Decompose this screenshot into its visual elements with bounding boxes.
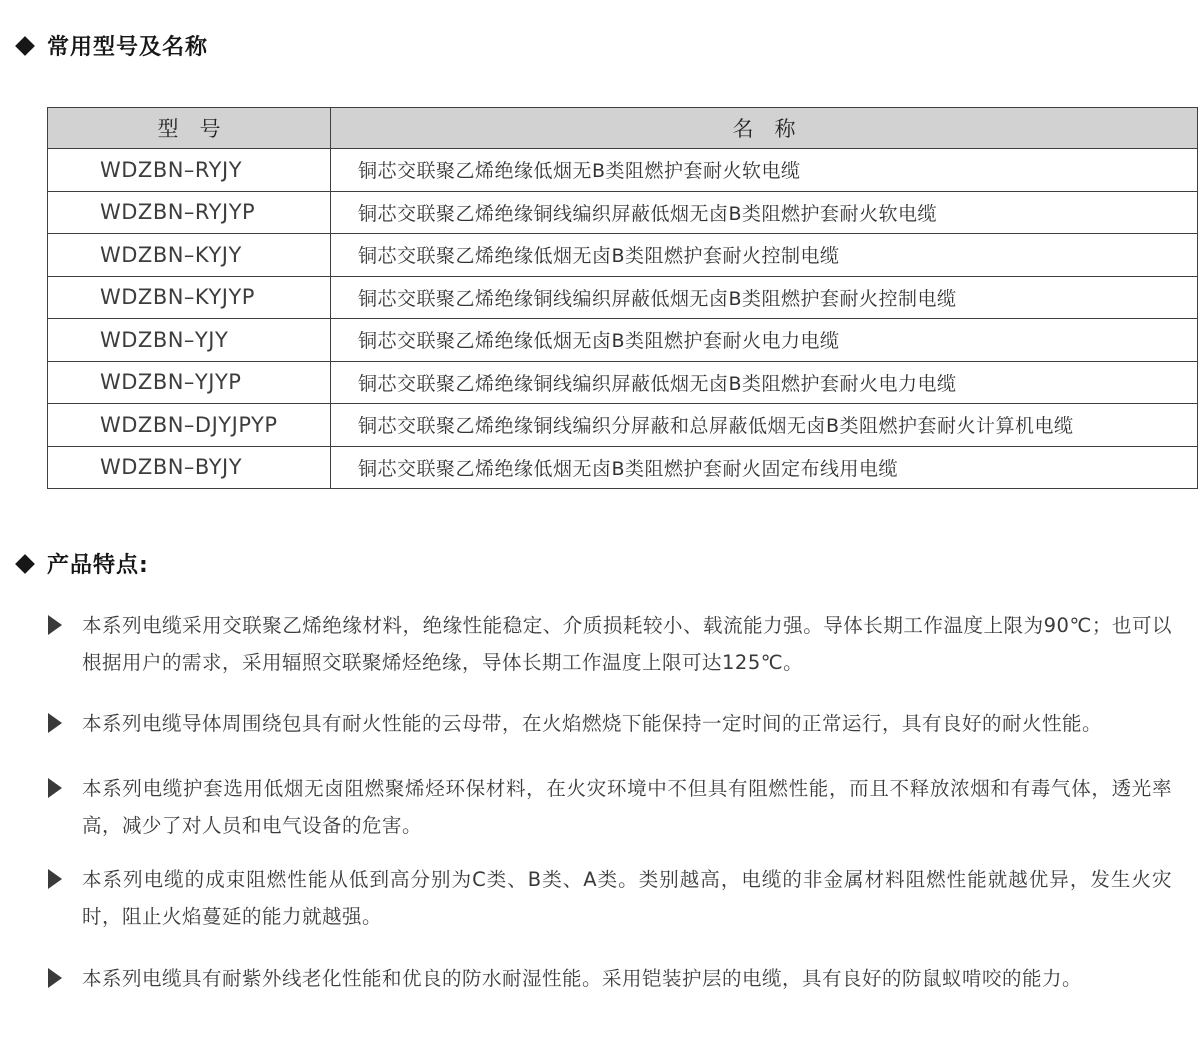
- triangle-right-icon: [48, 713, 62, 733]
- model-name-table: [47, 107, 1198, 489]
- model-cell: WDZBN–BYJY: [48, 446, 331, 489]
- table-row: [48, 276, 1198, 319]
- table-row: [48, 149, 1198, 192]
- name-cell: 铜芯交联聚乙烯绝缘铜线编织分屏蔽和总屏蔽低烟无卤B类阻燃护套耐火计算机电缆: [331, 404, 1198, 447]
- name-cell: 铜芯交联聚乙烯绝缘低烟无卤B类阻燃护套耐火固定布线用电缆: [331, 446, 1198, 489]
- column-header-model: 型 号: [48, 108, 331, 149]
- model-cell: WDZBN–KYJY: [48, 234, 331, 277]
- table-row: [48, 191, 1198, 234]
- model-cell: WDZBN–YJY: [48, 319, 331, 362]
- model-cell: WDZBN–RYJYP: [48, 191, 331, 234]
- column-header-name: 名 称: [331, 108, 1198, 149]
- name-cell: 铜芯交联聚乙烯绝缘低烟无卤B类阻燃护套耐火控制电缆: [331, 234, 1198, 277]
- section-title: 产品特点:: [47, 553, 149, 578]
- name-cell: 铜芯交联聚乙烯绝缘低烟无卤B类阻燃护套耐火电力电缆: [331, 319, 1198, 362]
- triangle-right-icon: [48, 869, 62, 889]
- section-heading-features: [18, 548, 149, 579]
- feature-item: 本系列电缆采用交联聚乙烯绝缘材料，绝缘性能稳定、介质损耗较小、载流能力强。导体长期工作温度上限为90℃；也可以根据用户的需求，采用辐照交联聚烯烃绝缘，导体长期工作温度上限可达125℃。: [82, 614, 1172, 674]
- triangle-right-icon: [48, 615, 62, 635]
- table-row: [48, 446, 1198, 489]
- triangle-right-icon: [48, 968, 62, 988]
- name-cell: 铜芯交联聚乙烯绝缘铜线编织屏蔽低烟无卤B类阻燃护套耐火控制电缆: [331, 276, 1198, 319]
- model-cell: WDZBN–KYJYP: [48, 276, 331, 319]
- triangle-right-icon: [48, 778, 62, 798]
- feature-item: 本系列电缆护套选用低烟无卤阻燃聚烯烃环保材料，在火灾环境中不但具有阻燃性能，而且不释放浓烟和有毒气体，透光率高，减少了对人员和电气设备的危害。: [82, 777, 1172, 837]
- section-heading-models: [18, 30, 208, 61]
- feature-item: 本系列电缆具有耐紫外线老化性能和优良的防水耐湿性能。采用铠装护层的电缆，具有良好的防鼠蚁啃咬的能力。: [82, 967, 1083, 990]
- table-row: [48, 361, 1198, 404]
- model-cell: WDZBN–DJYJPYP: [48, 404, 331, 447]
- table-row: [48, 319, 1198, 362]
- diamond-icon: [15, 36, 35, 56]
- model-cell: WDZBN–YJYP: [48, 361, 331, 404]
- diamond-icon: [15, 554, 35, 574]
- table-row: [48, 404, 1198, 447]
- name-cell: 铜芯交联聚乙烯绝缘铜线编织屏蔽低烟无卤B类阻燃护套耐火电力电缆: [331, 361, 1198, 404]
- table-header-row: [48, 108, 1198, 149]
- section-title: 常用型号及名称: [47, 35, 209, 60]
- name-cell: 铜芯交联聚乙烯绝缘低烟无B类阻燃护套耐火软电缆: [331, 149, 1198, 192]
- table-row: [48, 234, 1198, 277]
- feature-item: 本系列电缆的成束阻燃性能从低到高分别为C类、B类、A类。类别越高，电缆的非金属材料阻燃性能就越优异，发生火灾时，阻止火焰蔓延的能力就越强。: [82, 868, 1172, 928]
- feature-item: 本系列电缆导体周围绕包具有耐火性能的云母带，在火焰燃烧下能保持一定时间的正常运行，具有良好的耐火性能。: [82, 712, 1103, 735]
- name-cell: 铜芯交联聚乙烯绝缘铜线编织屏蔽低烟无卤B类阻燃护套耐火软电缆: [331, 191, 1198, 234]
- model-cell: WDZBN–RYJY: [48, 149, 331, 192]
